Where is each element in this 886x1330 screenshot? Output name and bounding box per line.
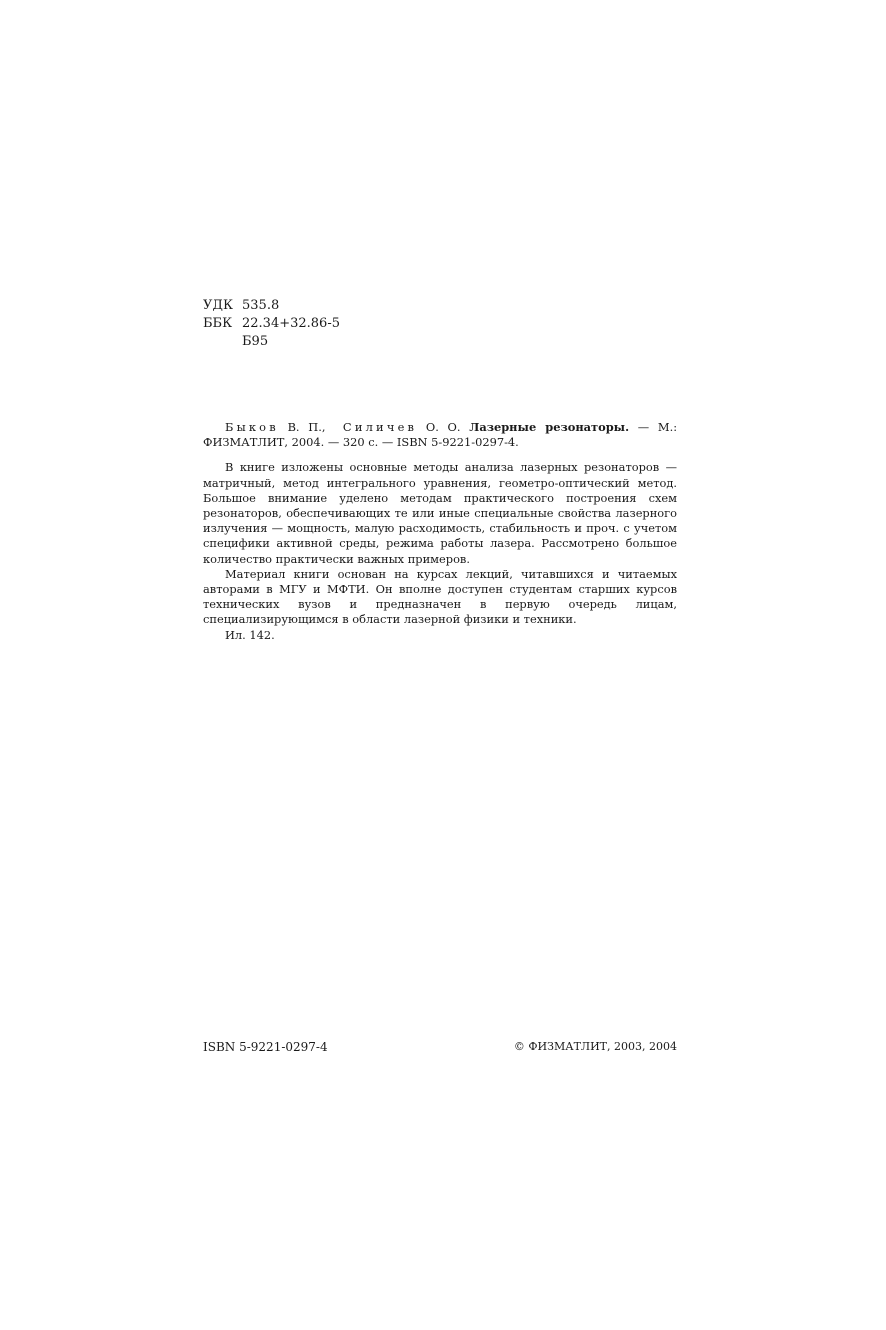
udk-value: 535.8	[242, 298, 280, 313]
bbk-row	[203, 315, 340, 333]
illustrations-count: Ил. 142.	[225, 627, 275, 642]
citation	[203, 420, 677, 450]
abstract-paragraph-1: В книге изложены основные методы анализа лазерных резонаторов — матричный, метод интегрального уравнения, геометро-оптический метод. Большое внимание уделено методам практического построения схем резонаторов, обеспечивающих те или иные специальные свойства лазерного излучения — мощность, малую расходимость, стабильность и проч. с учетом специфики активной среды, режима работы лазера. Рассмотрено большое количество практически важных примеров.	[203, 460, 677, 566]
citation-author2: Силичев	[342, 420, 418, 434]
bibliographic-block	[203, 420, 677, 643]
citation-publisher-details: ФИЗМАТЛИТ, 2004. — 320 с. — ISBN 5-9221-0297-4.	[203, 435, 519, 450]
citation-author1-initials: В. П.,	[287, 420, 326, 434]
bbk-value: 22.34+32.86-5	[242, 316, 340, 331]
author-mark: Б95	[242, 334, 269, 349]
abstract-paragraph-2: Материал книги основан на курсах лекций, читавшихся и читаемых авторами в МГУ и МФТИ. Он вполне доступен студентам старших курсов технических вузов и предназначен в первую очередь лицам, специализирующимся в области лазерной физики и техники.	[203, 566, 677, 627]
citation-author2-initials: О. О.	[425, 420, 461, 434]
footer	[203, 1039, 677, 1055]
udk-label: УДК	[203, 298, 234, 313]
author-mark-row	[203, 333, 340, 351]
citation-author1: Быков	[225, 420, 279, 434]
bbk-label: ББК	[203, 316, 233, 331]
library-codes	[203, 297, 340, 351]
udk-row	[203, 297, 340, 315]
footer-copyright: © ФИЗМАТЛИТ, 2003, 2004	[513, 1040, 677, 1053]
citation-title: Лазерные резонаторы.	[469, 420, 630, 434]
footer-isbn: ISBN 5-9221-0297-4	[203, 1040, 328, 1054]
citation-publisher-city: — М.:	[637, 420, 678, 434]
